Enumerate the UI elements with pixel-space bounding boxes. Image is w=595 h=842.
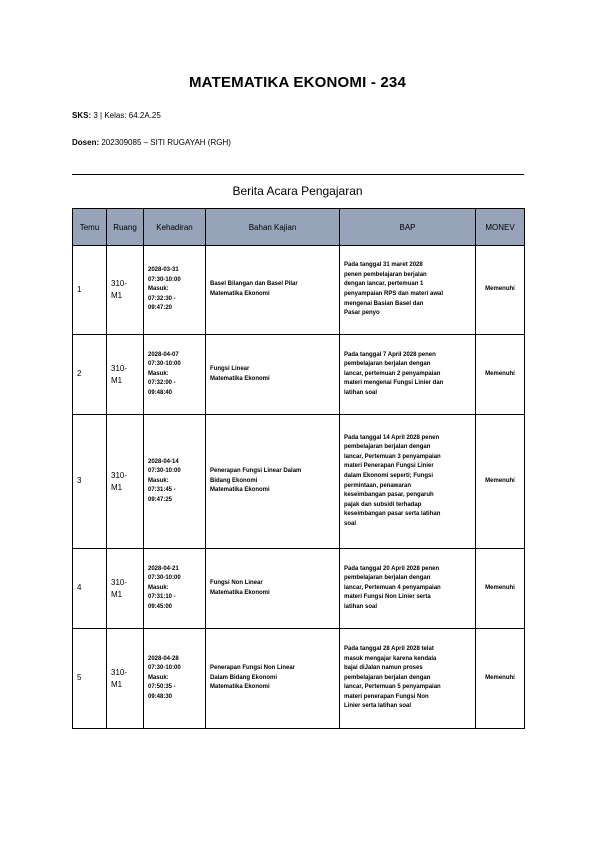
cell-kehadiran: 2028-04-28 07:30-10:00 Masuk: 07:50:35 - 09:48:30 xyxy=(144,629,206,729)
cell-bahan-kajian: Fungsi Linear Matematika Ekonomi xyxy=(206,335,340,415)
dosen-value: 202309085 – SITI RUGAYAH (RGH) xyxy=(101,138,231,147)
cell-temu: 2 xyxy=(73,335,107,415)
cell-bap: Pada tanggal 31 maret 2028 penen pembelajaran berjalan dengan lancar, pertemuan 1 penyampaian RPS dan materi awal mengenai Basian Basel dan Pasar penyo xyxy=(340,246,476,335)
header-bahan-kajian: Bahan Kajian xyxy=(206,209,340,246)
header-ruang: Ruang xyxy=(107,209,144,246)
section-title: Berita Acara Pengajaran xyxy=(232,184,363,198)
table-row xyxy=(73,415,525,549)
dosen-label: Dosen: xyxy=(72,138,100,147)
cell-bahan-kajian: Fungsi Non Linear Matematika Ekonomi xyxy=(206,549,340,629)
cell-bap: Pada tanggal 7 April 2028 penen pembelajaran berjalan dengan lancar, pertemuan 2 penyampaian materi mengenai Fungsi Linier dan latihan soal xyxy=(340,335,476,415)
header-temu: Temu xyxy=(73,209,107,246)
page-title: MATEMATIKA EKONOMI - 234 xyxy=(188,74,407,91)
header-bap: BAP xyxy=(340,209,476,246)
cell-monev: Memenuhi xyxy=(476,549,525,629)
dosen-line xyxy=(72,138,231,147)
cell-ruang: 310- M1 xyxy=(107,629,144,729)
cell-temu: 1 xyxy=(73,246,107,335)
cell-kehadiran: 2028-04-21 07:30-10:00 Masuk: 07:31:10 - 09:45:00 xyxy=(144,549,206,629)
cell-bap: Pada tanggal 14 April 2028 penen pembelajaran berjalan dengan lancar, Pertemuan 3 penyampaian materi Penerapan Fungsi Linier dalam Ekonomi seperti; Fungsi permintaan, penawaran keseimbangan pasar, pengaruh pajak dan subsidi terhadap keseimbangan pasar serta latihan soal xyxy=(340,415,476,549)
cell-kehadiran: 2028-04-07 07:30-10:00 Masuk: 07:32:00 - 09:48:40 xyxy=(144,335,206,415)
cell-bahan-kajian: Penerapan Fungsi Linear Dalam Bidang Ekonomi Matematika Ekonomi xyxy=(206,415,340,549)
table-row xyxy=(73,246,525,335)
sks-label: SKS: xyxy=(72,111,92,120)
header-monev: MONEV xyxy=(476,209,525,246)
sks-line xyxy=(72,111,161,120)
cell-kehadiran: 2028-04-14 07:30-10:00 Masuk: 07:31:45 - 09:47:25 xyxy=(144,415,206,549)
table-row xyxy=(73,629,525,729)
table-header-row xyxy=(73,209,525,246)
sks-value: 3 | Kelas: 64.2A.25 xyxy=(93,111,161,120)
cell-ruang: 310- M1 xyxy=(107,549,144,629)
divider xyxy=(72,174,524,175)
header-kehadiran: Kehadiran xyxy=(144,209,206,246)
cell-monev: Memenuhi xyxy=(476,246,525,335)
cell-kehadiran: 2028-03-31 07:30-10:00 Masuk: 07:32:30 - 09:47:20 xyxy=(144,246,206,335)
table-row xyxy=(73,549,525,629)
cell-ruang: 310- M1 xyxy=(107,335,144,415)
cell-temu: 5 xyxy=(73,629,107,729)
cell-temu: 4 xyxy=(73,549,107,629)
cell-ruang: 310- M1 xyxy=(107,415,144,549)
cell-monev: Memenuhi xyxy=(476,629,525,729)
cell-monev: Memenuhi xyxy=(476,415,525,549)
cell-bap: Pada tanggal 28 April 2028 telat masuk mengajar karena kendala bajai diJalan namun proses pembelajaran berjalan dengan lancar, Pertemuan 5 penyampaian materi penerapan Fungsi Non Linier serta latihan soal xyxy=(340,629,476,729)
cell-ruang: 310- M1 xyxy=(107,246,144,335)
cell-bahan-kajian: Basel Bilangan dan Basel Pilar Matematika Ekonomi xyxy=(206,246,340,335)
cell-bahan-kajian: Penerapan Fungsi Non Linear Dalam Bidang Ekonomi Matematika Ekonomi xyxy=(206,629,340,729)
cell-temu: 3 xyxy=(73,415,107,549)
cell-bap: Pada tanggal 20 April 2028 penen pembelajaran berjalan dengan lancar, Pertemuan 4 penyampaian materi Fungsi Non Linier serta latihan soal xyxy=(340,549,476,629)
table-row xyxy=(73,335,525,415)
bap-table xyxy=(72,208,525,729)
cell-monev: Memenuhi xyxy=(476,335,525,415)
